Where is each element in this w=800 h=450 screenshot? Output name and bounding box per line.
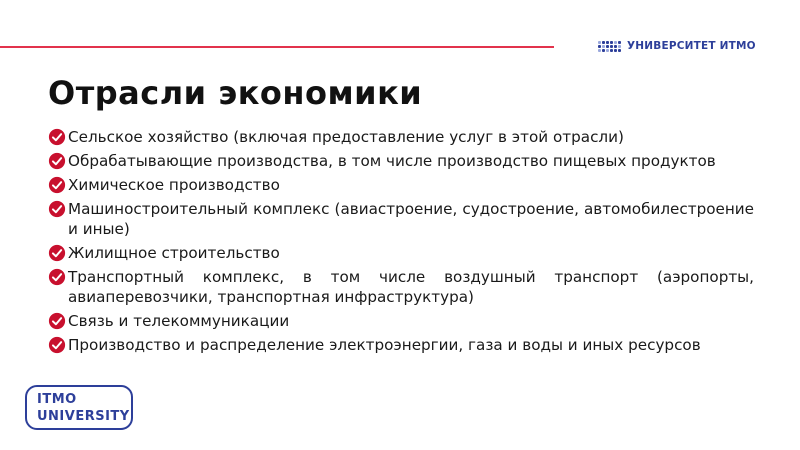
list-item <box>48 311 754 331</box>
list-item <box>48 243 754 263</box>
checkmark-badge-icon <box>48 128 66 146</box>
checkmark-badge-icon <box>48 312 66 330</box>
list-item-text: Машиностроительный комплекс (авиастроение, судостроение, автомобилестроение и иные) <box>68 200 754 238</box>
list-item <box>48 127 754 147</box>
list-item-text: Химическое производство <box>68 176 280 194</box>
page-title: Отрасли экономики <box>48 74 423 112</box>
checkmark-badge-icon <box>48 244 66 262</box>
itmo-dots-icon <box>598 41 621 52</box>
list-item-text: Транспортный комплекс, в том числе воздушный транспорт (аэропорты, авиаперевозчики, транспортная инфраструктура) <box>68 268 754 306</box>
logo-line-2: UNIVERSITY <box>37 409 130 424</box>
checkmark-badge-icon <box>48 200 66 218</box>
list-item <box>48 151 754 171</box>
list-item-text: Обрабатывающие производства, в том числе производство пищевых продуктов <box>68 152 716 170</box>
list-item-text: Связь и телекоммуникации <box>68 312 290 330</box>
list-item-text: Жилищное строительство <box>68 244 280 262</box>
checkmark-badge-icon <box>48 268 66 286</box>
checkmark-badge-icon <box>48 176 66 194</box>
list-item-text: Производство и распределение электроэнергии, газа и воды и иных ресурсов <box>68 336 701 354</box>
list-item <box>48 335 754 355</box>
logo-line-1: ITMO <box>37 392 77 407</box>
brand-text: УНИВЕРСИТЕТ ИТМО <box>627 40 756 52</box>
list-item-text: Сельское хозяйство (включая предоставление услуг в этой отрасли) <box>68 128 624 146</box>
checkmark-badge-icon <box>48 152 66 170</box>
checkmark-badge-icon <box>48 336 66 354</box>
list-item <box>48 199 754 239</box>
list-item <box>48 175 754 195</box>
bullet-list <box>48 127 754 359</box>
header-divider <box>0 46 554 48</box>
itmo-university-logo <box>25 385 133 430</box>
list-item <box>48 267 754 307</box>
brand-header <box>598 40 756 52</box>
